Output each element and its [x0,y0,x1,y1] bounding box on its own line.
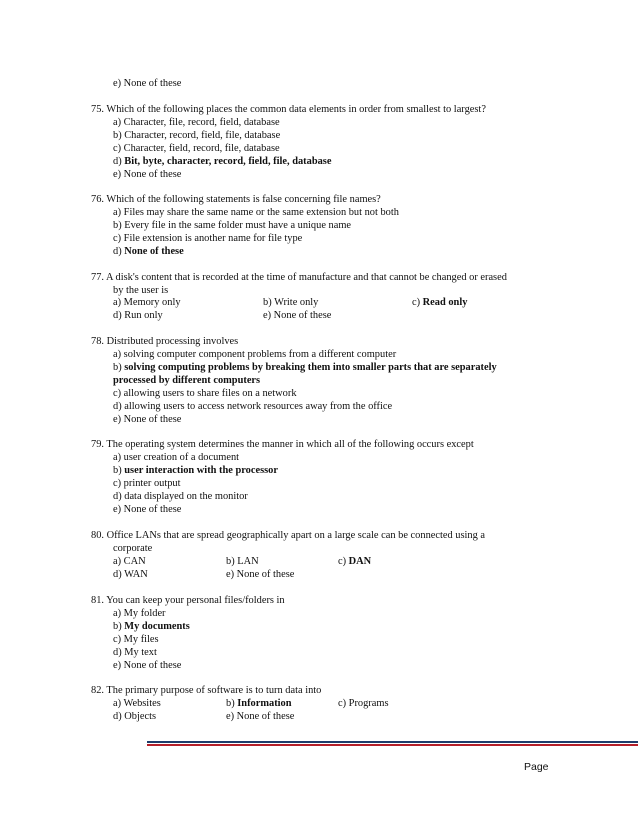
option-letter: b) [113,621,125,632]
question-stem: 75. Which of the following places the common data elements in order from smallest to largest? [91,104,486,115]
option-letter: b) [113,465,125,476]
answer-option [113,219,351,232]
answer-option [113,116,280,129]
answer-option [113,296,181,309]
answer-option [263,296,318,309]
answer-option [113,633,159,646]
answer-option [113,168,181,181]
answer-option [263,309,331,322]
option-text: corporate [113,543,153,554]
answer-option [226,697,292,710]
correct-answer-text: Read only [422,297,468,308]
option-text: b) Character, record, field, file, database [113,130,281,141]
answer-option [113,374,260,387]
answer-option [113,206,399,219]
footer-rule [147,741,638,746]
answer-option [113,232,302,245]
page-label: Page [524,761,549,773]
option-text: c) Character, field, record, file, database [113,143,280,154]
option-text: by the user is [113,285,169,296]
answer-option [113,245,184,258]
option-text: e) None of these [226,569,295,580]
option-text: d) Objects [113,711,156,722]
correct-answer-text: solving computing problems by breaking them into smaller parts that are separately [124,362,497,373]
option-text: d) WAN [113,569,148,580]
option-letter: c) [338,556,349,567]
correct-answer-text: None of these [124,246,184,257]
option-text: c) allowing users to share files on a network [113,388,297,399]
answer-option [113,490,248,503]
option-text: d) Run only [113,310,163,321]
answer-option [113,659,181,672]
answer-option [113,77,181,90]
answer-option [113,697,161,710]
answer-option [113,400,392,413]
option-text: a) CAN [113,556,146,567]
answer-option [113,607,166,620]
option-text: a) Files may share the same name or the same extension but not both [113,207,399,218]
answer-option [338,697,389,710]
option-letter: d) [113,156,125,167]
answer-option [338,555,371,568]
option-letter: b) [226,698,238,709]
answer-option [113,387,297,400]
question-stem: 80. Office LANs that are spread geographically apart on a large scale can be connected using a [91,530,486,541]
answer-option [113,568,148,581]
answer-option [113,129,280,142]
answer-option [113,309,163,322]
answer-option [226,568,294,581]
answer-option [113,413,181,426]
option-text: a) Character, file, record, field, database [113,117,280,128]
option-text: a) My folder [113,608,166,619]
question-stem: 82. The primary purpose of software is to turn data into [91,685,322,696]
answer-option [113,503,181,516]
answer-option [412,296,467,309]
option-text: b) Write only [263,297,319,308]
correct-answer-text: Information [237,698,292,709]
correct-answer-text: My documents [124,621,190,632]
option-text: c) Programs [338,698,389,709]
option-text: d) data displayed on the monitor [113,491,248,502]
answer-option [113,464,278,477]
option-text: e) None of these [113,78,182,89]
answer-option [113,620,190,633]
answer-option [113,142,280,155]
option-letter: b) [113,362,125,373]
option-text: e) None of these [113,414,182,425]
option-text: e) None of these [113,504,182,515]
answer-option [226,710,294,723]
answer-option [113,361,497,374]
option-text: a) Websites [113,698,161,709]
answer-option [113,477,181,490]
answer-option [113,710,156,723]
option-letter: d) [113,246,125,257]
answer-option [113,451,239,464]
correct-answer-text: Bit, byte, character, record, field, file, database [124,156,332,167]
correct-answer-text: processed by different computers [113,375,261,386]
answer-option [113,348,396,361]
option-text: c) File extension is another name for file type [113,233,303,244]
answer-option [113,555,146,568]
option-text: e) None of these [263,310,332,321]
option-text: a) solving computer component problems from a different computer [113,349,397,360]
option-text: b) LAN [226,556,259,567]
option-text: c) My files [113,634,159,645]
option-text: c) printer output [113,478,181,489]
option-text: a) user creation of a document [113,452,240,463]
question-stem: 81. You can keep your personal files/folders in [91,595,285,606]
question-stem: 76. Which of the following statements is false concerning file names? [91,194,381,205]
option-text: e) None of these [226,711,295,722]
option-text: e) None of these [113,660,182,671]
correct-answer-text: user interaction with the processor [124,465,278,476]
option-text: d) My text [113,647,157,658]
question-stem: 77. A disk's content that is recorded at the time of manufacture and that cannot be changed or erased [91,272,507,283]
answer-option [113,646,157,659]
answer-option [226,555,259,568]
option-text: a) Memory only [113,297,181,308]
correct-answer-text: DAN [348,556,372,567]
answer-option [113,542,152,555]
option-text: b) Every file in the same folder must have a unique name [113,220,352,231]
question-stem: 78. Distributed processing involves [91,336,239,347]
option-text: e) None of these [113,169,182,180]
option-letter: c) [412,297,423,308]
option-text: d) allowing users to access network resources away from the office [113,401,393,412]
answer-option [113,155,331,168]
question-stem: 79. The operating system determines the manner in which all of the following occurs except [91,439,474,450]
